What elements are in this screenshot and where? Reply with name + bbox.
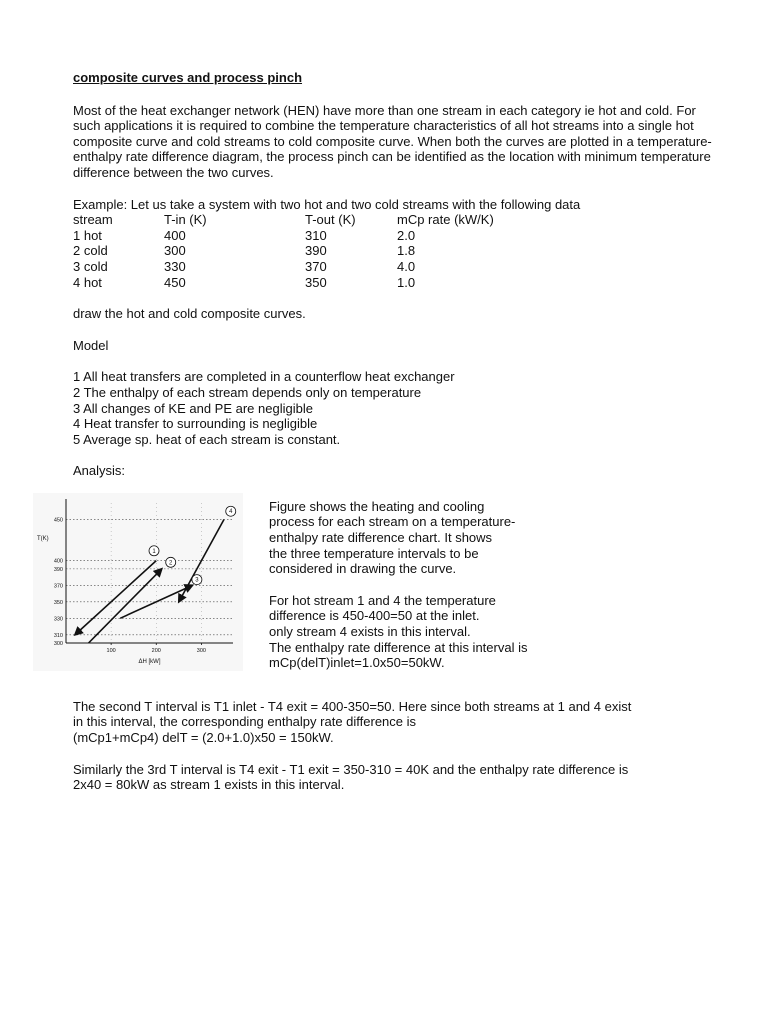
model-heading: Model [73,337,109,353]
spacer [73,746,713,762]
table-cell: 2 cold [73,243,108,259]
table-header-cell: T-out (K) [305,212,356,228]
spacer [73,447,713,463]
table-cell: 310 [305,227,327,243]
x-tick-label: 300 [196,647,206,654]
x-tick-label: 200 [151,647,161,654]
document-title: composite curves and process pinch [73,70,303,85]
table-header-row [73,212,517,228]
y-axis-label: T(K) [37,535,49,542]
table-cell: 300 [164,243,186,259]
second-interval-line: (mCp1+mCp4) delT = (2.0+1.0)x50 = 150kW. [73,730,334,746]
table-cell: 390 [305,243,327,259]
stream-label: 2 [169,560,173,567]
table-row [73,275,517,291]
spacer [73,673,713,699]
x-axis-label: ΔH [kW] [138,658,161,665]
analysis-heading: Analysis: [73,463,126,479]
example-text: Example: Let us take a system with two hot and two cold streams with the following data [73,196,581,212]
stream-label: 4 [229,509,233,516]
figure-text-line: process for each stream on a temperature- [269,514,516,530]
table-cell: 3 cold [73,258,108,274]
figure-text-line: only stream 4 exists in this interval. [269,624,471,640]
figure-text-line: difference is 450-400=50 at the inlet. [269,608,480,624]
stream-data-table [73,212,517,290]
y-tick-label: 400 [53,558,63,565]
figure-text-line: The enthalpy rate difference at this interval is [269,639,528,655]
model-item: 1 All heat transfers are completed in a counterflow heat exchanger [73,369,455,385]
table-header-cell: mCp rate (kW/K) [397,212,494,228]
document-page [37,70,713,793]
figure-text-line: enthalpy rate difference chart. It shows [269,530,493,546]
model-item: 5 Average sp. heat of each stream is constant. [73,431,341,447]
figure-text-line: Figure shows the heating and cooling [269,498,485,514]
spacer [73,290,713,306]
table-cell: 1.0 [397,274,416,290]
figure-description [269,499,589,671]
table-row [73,228,517,244]
stream-label: 3 [195,577,199,584]
y-tick-label: 370 [53,583,63,590]
table-header-cell: T-in (K) [164,212,207,228]
y-tick-label: 390 [53,566,63,573]
intro-paragraph: Most of the heat exchanger network (HEN) have more than one stream in each category ie hot and cold. For such applications it is required to combine the temperature characteristics of all hot streams into a single hot composite curve and cold streams to cold composite curve. When both the curves are plotted in a temperature-enthalpy rate difference diagram, the process pinch can be identified as the location with minimum temperature difference between the two curves. [73,102,712,180]
x-tick-label: 100 [106,647,116,654]
table-cell: 1 hot [73,227,102,243]
table-cell: 370 [305,258,327,274]
figure-row [37,493,713,673]
table-row [73,243,517,259]
spacer [269,577,589,593]
table-cell: 350 [305,274,327,290]
table-cell: 2.0 [397,227,416,243]
model-item: 4 Heat transfer to surrounding is negligible [73,416,318,432]
table-header-cell: stream [73,212,113,228]
spacer [73,353,713,369]
second-interval-line: in this interval, the corresponding enthalpy rate difference is [73,714,417,730]
y-tick-label: 330 [53,616,63,623]
temperature-enthalpy-chart [33,493,243,671]
third-interval-line: 2x40 = 80kW as stream 1 exists in this interval. [73,777,345,793]
table-cell: 450 [164,274,186,290]
y-tick-label: 350 [53,599,63,606]
figure-text-line: the three temperature intervals to be [269,545,479,561]
spacer [73,322,713,338]
third-interval-line: Similarly the 3rd T interval is T4 exit - T1 exit = 350-310 = 40K and the enthalpy rate difference is [73,761,629,777]
table-cell: 4 hot [73,274,102,290]
table-cell: 400 [164,227,186,243]
model-item: 2 The enthalpy of each stream depends only on temperature [73,384,422,400]
y-tick-label: 310 [53,632,63,639]
y-tick-label: 450 [53,517,63,524]
table-cell: 1.8 [397,243,416,259]
table-row [73,259,517,275]
task-text: draw the hot and cold composite curves. [73,306,306,322]
spacer [73,181,713,197]
y-tick-label: 300 [53,640,63,647]
figure-text-line: For hot stream 1 and 4 the temperature [269,592,496,608]
chart-background [33,493,243,671]
table-cell: 4.0 [397,258,416,274]
figure-text-line: mCp(delT)inlet=1.0x50=50kW. [269,655,445,671]
model-item: 3 All changes of KE and PE are negligible [73,400,313,416]
figure-text-line: considered in drawing the curve. [269,561,457,577]
second-interval-line: The second T interval is T1 inlet - T4 exit = 400-350=50. Here since both streams at 1 and 4 exist [73,698,632,714]
stream-label: 1 [152,548,156,555]
table-cell: 330 [164,258,186,274]
